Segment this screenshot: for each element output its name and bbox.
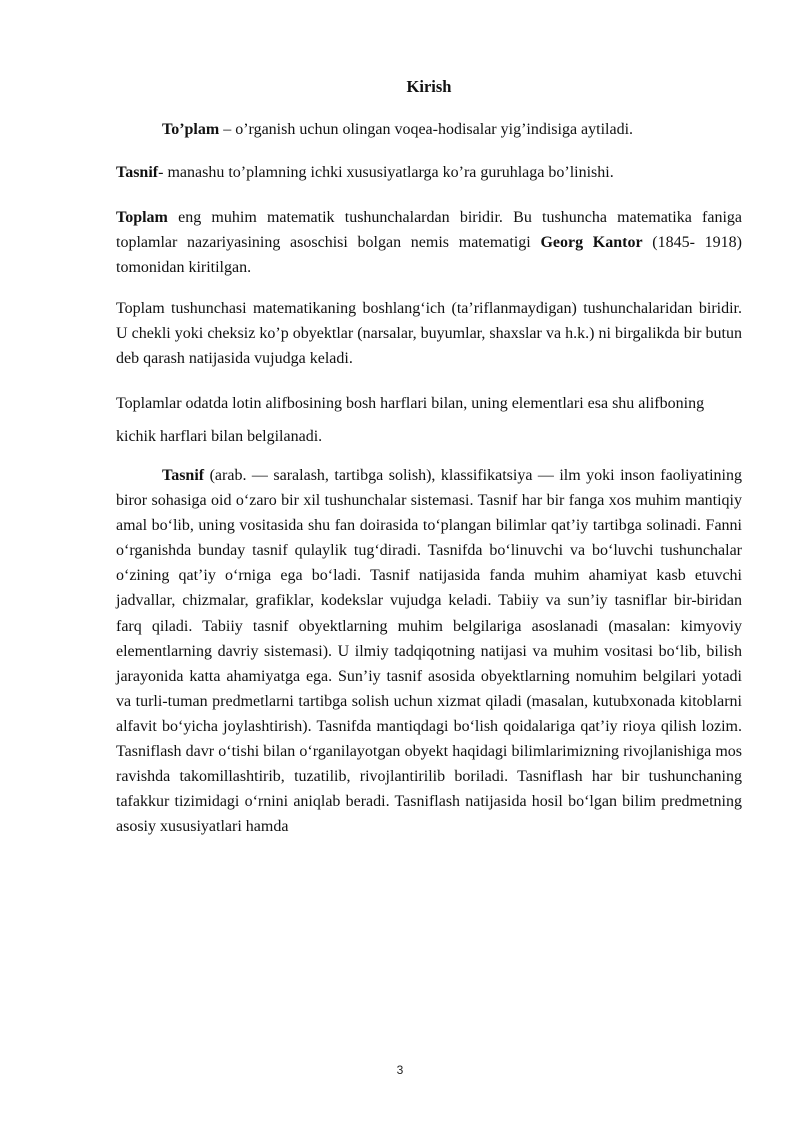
paragraph-text: – o’rganish uchun olingan voqea-hodisalar yig’indisiga aytiladi. [219,121,634,138]
term-toplam: To’plam [162,121,220,138]
term-toplam-bold: Toplam [116,209,168,226]
paragraph-toplam-notation: Toplamlar odatda lotin alifbosining bosh harflari bilan, uning elementlari esa shu alifboning kichik harflari bilan belgilanadi. [116,395,705,445]
paragraph-tasnif-definition [116,161,742,185]
term-tasnif-bold: Tasnif [162,467,205,484]
page-content [116,76,742,839]
name-georg-kantor: Georg Kantor [540,234,643,251]
paragraph-toplam-basic: Toplam tushunchasi matematikaning boshlang‘ich (ta’riflanmaydigan) tushunchalaridan biridir. U chekli yoki cheksiz ko’p obyektlar (narsalar, buyumlar, shaxslar va h.k.) ni birgalikda bir butun deb qarash natijasida vujudga keladi. [116,300,742,367]
paragraph-text: eng muhim matematik tushunchalardan biridir. Bu tushuncha matematika faniga toplamlar nazariyasining asoschisi bolgan nemis matematigi [116,209,742,251]
paragraph-text: (1845- 1918) tomonidan kiritilgan. [116,234,742,276]
paragraph-tasnif-details [116,463,742,839]
paragraph-toplam-concept [116,205,742,280]
paragraph-toplam-definition [116,118,742,142]
section-heading: Kirish [406,77,452,96]
paragraph-text: - manashu to’plamning ichki xususiyatlarga ko’ra guruhlaga bo’linishi. [158,164,614,181]
paragraph-text: (arab. — saralash, tartibga solish), klassifikatsiya — ilm yoki inson faoliyatining biror sohasiga oid o‘zaro bir xil tushunchalar sistemasi. Tasnif har bir fanga xos muhim mantiqiy amal bo‘lib, uning vositasida shu fan doirasida to‘plangan bilimlar qat’iy tartibga solinadi. Fanni o‘rganishda bunday tasnif qulaylik tug‘diradi. Tasnifda bo‘linuvchi va bo‘luvchi tushunchalar o‘zining qat’iy o‘rniga ega bo‘ladi. Tasnif natijasida fanda muhim ahamiyat kasb etuvchi jadvallar, chizmalar, grafiklar, kodekslar vujudga keladi. Tabiiy va sun’iy tasniflar bir-biridan farq qiladi. Tabiiy tasnif obyektlarning muhim belgilariga asoslanadi (masalan: kimyoviy elementlarning davriy sistemasi). U ilmiy tadqiqotning natijasi va muhim vositasi bo‘lib, bilish jarayonida katta ahamiyatga ega. Sun’iy tasnif asosida obyektlarning nomuhim belgilari yotadi va turli-tuman predmetlarni tartibga solish uchun xizmat qiladi (masalan, kutubxonada kitoblarni alfavit bo‘yicha joylashtirish). Tasnifda mantiqdagi bo‘lish qoidalariga qat’iy rioya qilish lozim. Tasniflash davr o‘tishi bilan o‘rganilayotgan obyekt haqidagi bilimlarimizning rivojlanishiga mos ravishda takomillashtirib, tuzatilib, rivojlantirilib boriladi. Tasniflash har bir tushunchaning tafakkur tizimidagi o‘rnini aniqlab beradi. Tasniflash natijasida hosil bo‘lgan bilim predmetning asosiy xususiyatlari hamda [116,467,742,836]
page-number: 3 [396,1063,404,1077]
term-tasnif: Tasnif [116,164,159,181]
